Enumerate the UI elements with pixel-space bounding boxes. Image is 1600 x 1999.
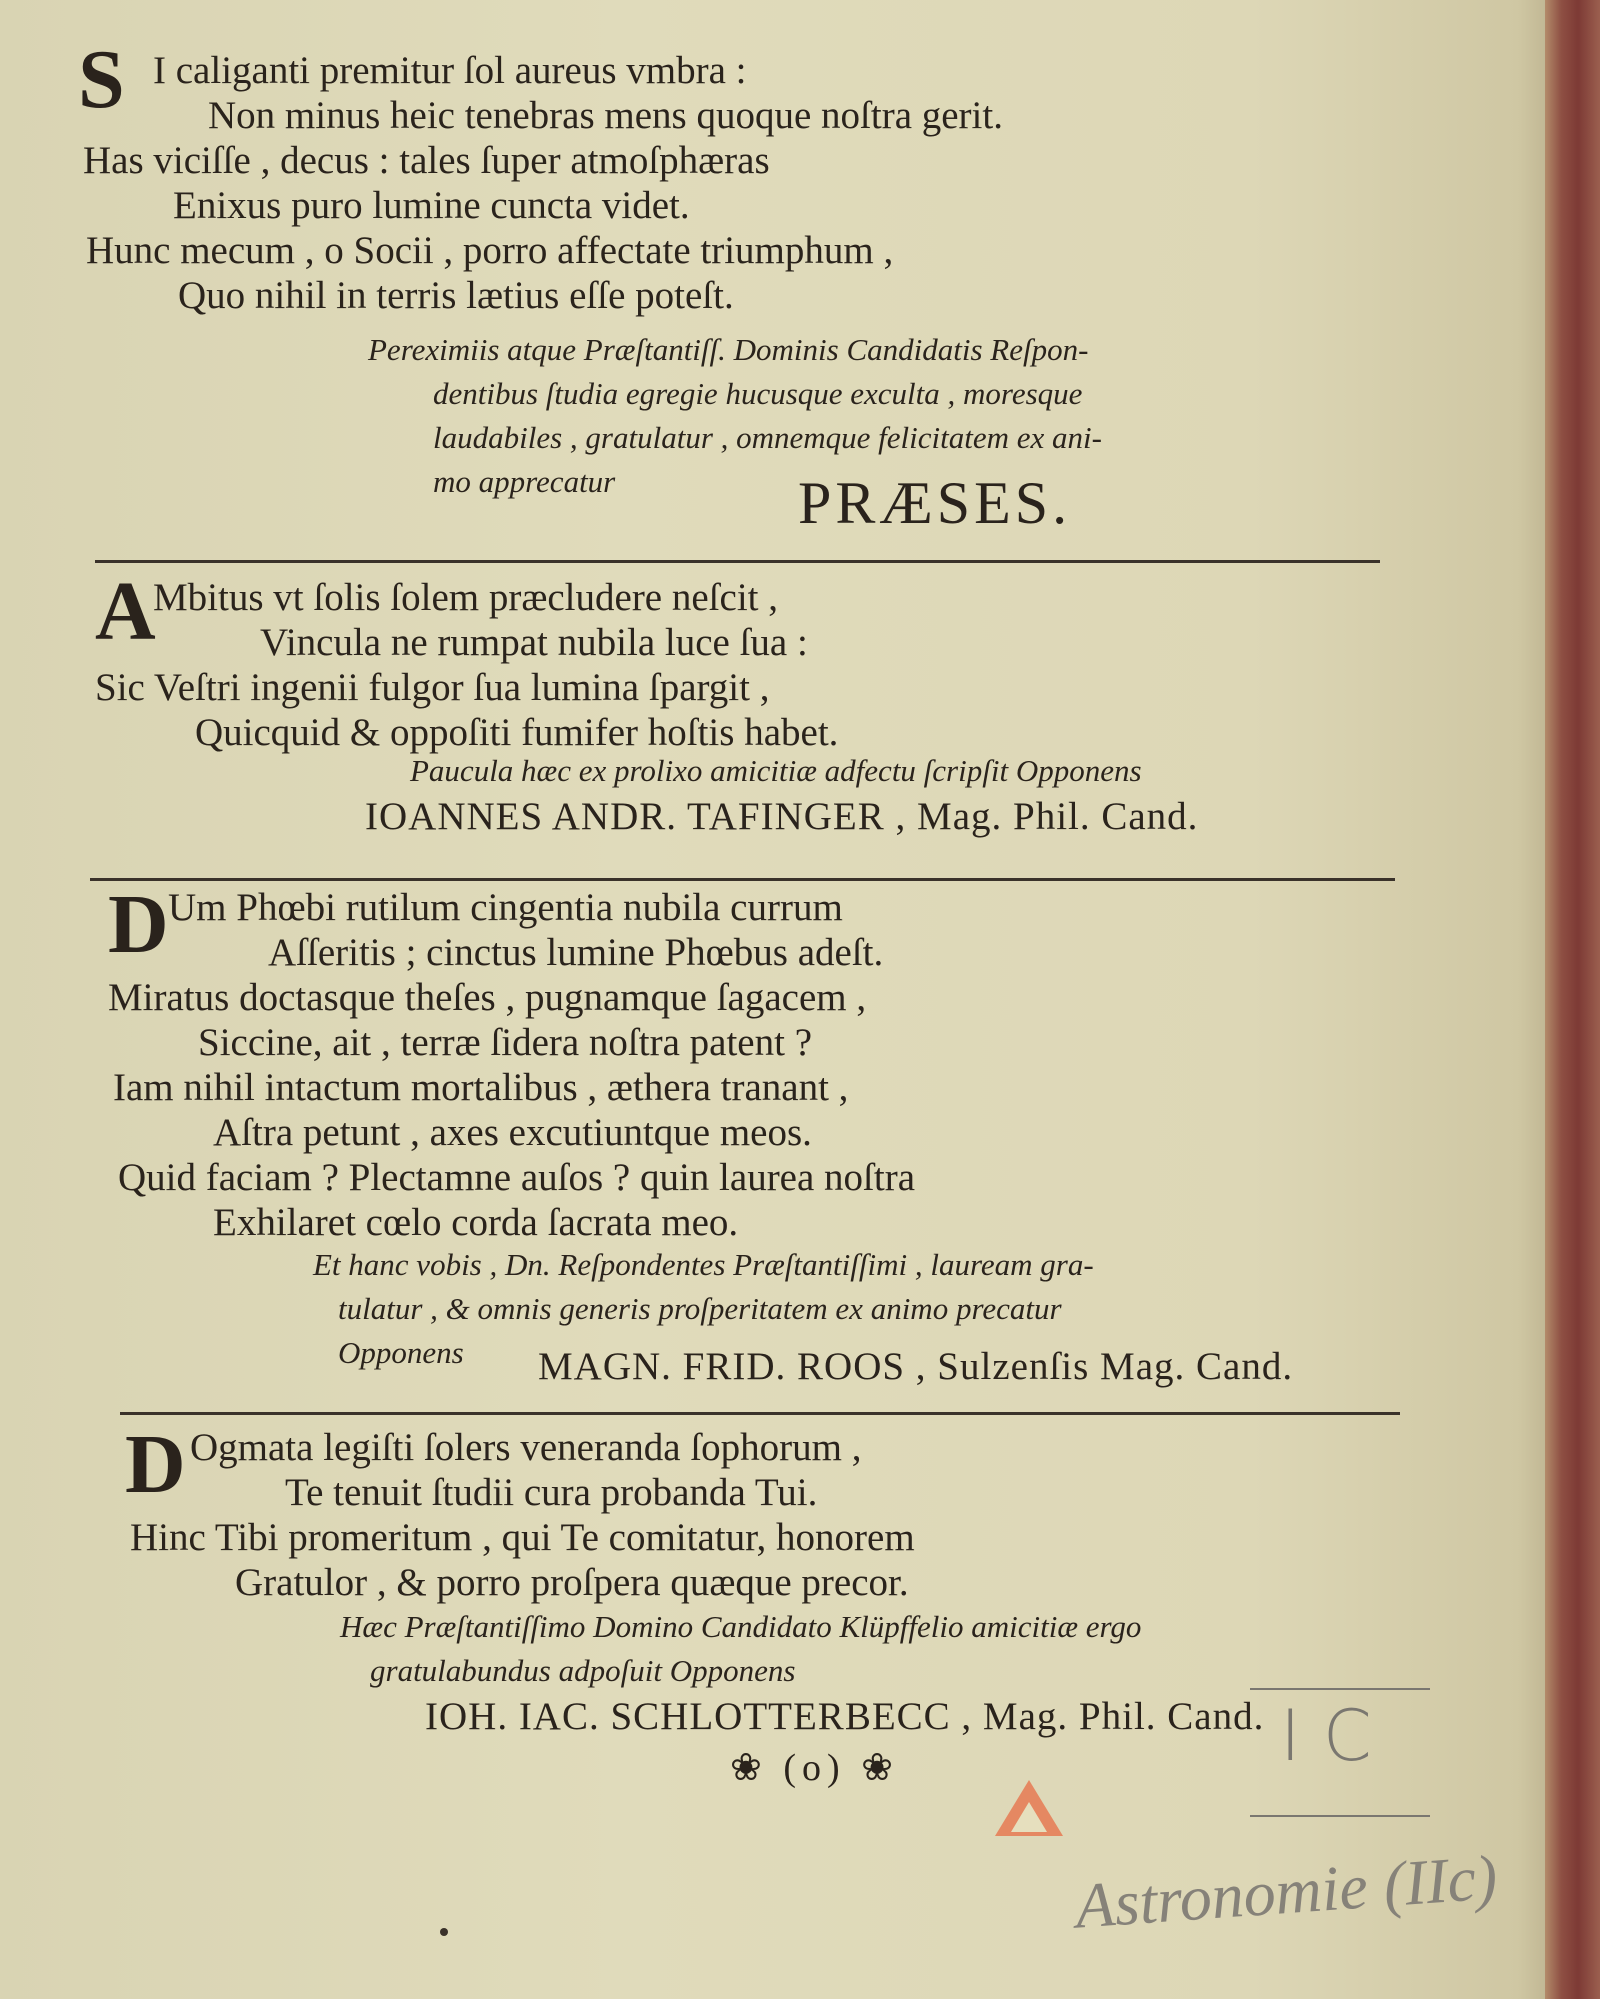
verse-line: Hinc Tibi promeritum , qui Te comitatur, honorem xyxy=(130,1516,915,1559)
verse-line: Non minus heic tenebras mens quoque noſtra gerit. xyxy=(208,94,1003,137)
drop-cap: D xyxy=(108,878,169,971)
signature-praeses: PRÆSES. xyxy=(798,470,1072,536)
library-stamp-triangle-inner xyxy=(1011,1802,1047,1832)
section-divider xyxy=(90,878,1395,881)
verse-line: Te tenuit ſtudii cura probanda Tui. xyxy=(285,1471,818,1514)
signature-tafinger: IOANNES ANDR. TAFINGER , Mag. Phil. Cand. xyxy=(365,795,1199,838)
verse-line: Ogmata legiſti ſolers veneranda ſophorum , xyxy=(190,1426,862,1469)
poem-roos xyxy=(108,878,1528,1391)
book-spine xyxy=(1545,0,1600,1999)
verse-line: Mbitus vt ſolis ſolem præcludere neſcit , xyxy=(153,576,778,619)
verse-line: Aſtra petunt , axes excutiuntque meos. xyxy=(213,1111,812,1154)
verse-line: Quo nihil in terris lætius eſſe poteſt. xyxy=(178,274,734,317)
section-divider xyxy=(120,1412,1400,1415)
dedication-line: Hæc Præſtantiſſimo Domino Candidato Klüpffelio amicitiæ ergo xyxy=(340,1609,1142,1644)
dedication-line: laudabiles , gratulatur , omnemque felicitatem ex ani- xyxy=(433,420,1102,455)
verse-line: Quicquid & oppoſiti fumifer hoſtis habet. xyxy=(195,711,839,754)
dedication-line: Pereximiis atque Præſtantiſſ. Dominis Candidatis Reſpon- xyxy=(368,332,1089,367)
verse-line: Vincula ne rumpat nubila luce ſua : xyxy=(260,621,808,664)
dedication-line: gratulabundus adpoſuit Opponens xyxy=(370,1653,796,1688)
verse-line: Iam nihil intactum mortalibus , æthera tranant , xyxy=(113,1066,849,1109)
drop-cap: D xyxy=(125,1418,186,1511)
dedication-line: mo apprecatur xyxy=(433,464,616,499)
verse-line: Hunc mecum , o Socii , porro affectate triumphum , xyxy=(86,229,894,272)
signature-schlotterbecc: IOH. IAC. SCHLOTTERBECC , Mag. Phil. Cand. xyxy=(425,1695,1265,1738)
verse-line: Quid faciam ? Plectamne auſos ? quin laurea noſtra xyxy=(118,1156,916,1199)
shelfmark-rule xyxy=(1250,1815,1430,1817)
verse-line: Sic Veſtri ingenii fulgor ſua lumina ſpargit , xyxy=(95,666,770,709)
dedication-line: Et hanc vobis , Dn. Reſpondentes Præſtantiſſimi , lauream gra- xyxy=(313,1247,1094,1282)
dedication-line: Paucula hæc ex prolixo amicitiæ adfectu ſcripſit Opponens xyxy=(410,753,1142,788)
verse-line: Siccine, ait , terræ ſidera noſtra patent ? xyxy=(198,1021,813,1064)
poem-praeses xyxy=(78,33,1498,536)
verse-line: Has viciſſe , decus : tales ſuper atmoſphæras xyxy=(83,139,770,182)
verse-line: I caliganti premitur ſol aureus vmbra : xyxy=(153,49,747,92)
ink-dot xyxy=(440,1928,448,1936)
dedication-line: Opponens xyxy=(338,1335,464,1370)
shelfmark-rule xyxy=(1250,1688,1430,1690)
drop-cap: S xyxy=(78,33,125,126)
end-ornament: ❀ (o) ❀ xyxy=(730,1747,899,1789)
shelfmark-handwritten: Astronomie (IIc) xyxy=(1073,1841,1500,1942)
poem-tafinger xyxy=(95,565,1515,841)
section-divider xyxy=(95,560,1380,563)
dedication-line: tulatur , & omnis generis proſperitatem ex animo precatur xyxy=(338,1291,1062,1326)
dedication-line: dentibus ſtudia egregie hucusque exculta , moresque xyxy=(433,376,1083,411)
verse-line: Um Phœbi rutilum cingentia nubila currum xyxy=(168,886,843,929)
poem-schlotterbecc xyxy=(125,1418,1545,1741)
verse-line: Miratus doctasque theſes , pugnamque ſagacem , xyxy=(108,976,867,1019)
verse-line: Aſſeritis ; cinctus lumine Phœbus adeſt. xyxy=(268,931,884,974)
verse-line: Exhilaret cœlo corda ſacrata meo. xyxy=(213,1201,739,1244)
signature-roos: MAGN. FRID. ROOS , Sulzenſis Mag. Cand. xyxy=(538,1345,1294,1388)
shelfmark-top: I C xyxy=(1280,1695,1372,1777)
verse-line: Enixus puro lumine cuncta videt. xyxy=(173,184,690,227)
drop-cap: A xyxy=(95,565,156,658)
verse-line: Gratulor , & porro proſpera quæque precor. xyxy=(235,1561,909,1604)
